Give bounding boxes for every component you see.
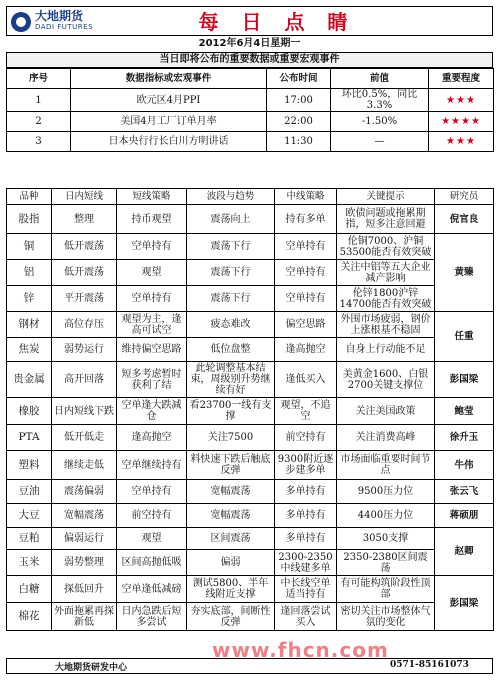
table-row: [7, 528, 494, 550]
event-time: 17:00: [267, 89, 331, 112]
col-header-product: 品种: [7, 189, 52, 205]
daily-report-page: [6, 6, 493, 674]
importance-stars: ★★★★: [429, 112, 494, 132]
short-strategy: 观望: [117, 260, 187, 286]
product-name: PTA: [7, 425, 52, 451]
strategy-table: [6, 188, 494, 631]
key-tip: 关注中铝等五大企业减产影响: [337, 260, 435, 286]
mid-strategy: 偏空思路: [275, 312, 337, 338]
table-row: [7, 504, 494, 528]
key-tip: 美黄金1600、白银2700关键支撑位: [337, 362, 435, 398]
table-row: [7, 451, 494, 480]
footer-phone: 0571-85161073: [390, 660, 469, 670]
col-header-trend: 波段与趋势: [187, 189, 275, 205]
analyst-name: 张云飞: [435, 480, 494, 504]
intraday-view: 高位存压: [52, 312, 117, 338]
event-prev: —: [331, 132, 429, 152]
product-name: 钢材: [7, 312, 52, 338]
short-strategy: 空单持有: [117, 234, 187, 260]
intraday-view: 低开震荡: [52, 234, 117, 260]
trend-view: 关注7500: [187, 425, 275, 451]
intraday-view: 日内短线下跌: [52, 398, 117, 425]
events-section-title: 当日即将公布的重要数据或重要宏观事件: [6, 52, 493, 68]
mid-strategy: 逢高抛空: [275, 338, 337, 362]
mid-strategy: 持有多单: [275, 205, 337, 234]
short-strategy: 观望为主，逢高可试空: [117, 312, 187, 338]
key-tip: 3050支撑: [337, 528, 435, 550]
event-name: 美国4月工厂订单月率: [71, 112, 267, 132]
trend-view: 震荡下行: [187, 234, 275, 260]
trend-view: 震荡向上: [187, 205, 275, 234]
key-tip: 9500压力位: [337, 480, 435, 504]
importance-stars: ★★★: [429, 89, 494, 112]
analyst-name: 任重: [435, 312, 494, 362]
short-strategy: 日内急跌后短多尝试: [117, 603, 187, 631]
analyst-name: 蒋硕朋: [435, 504, 494, 528]
event-prev: 环比0.5%，同比3.3%: [331, 89, 429, 112]
short-strategy: 逢高抛空: [117, 425, 187, 451]
analyst-name: 赵卿: [435, 528, 494, 576]
event-row: [7, 89, 494, 112]
strategy-header-row: [7, 189, 494, 205]
product-name: 白糖: [7, 576, 52, 603]
event-time: 22:00: [267, 112, 331, 132]
table-row: [7, 398, 494, 425]
product-name: 股指: [7, 205, 52, 234]
key-tip: 关注美国政策: [337, 398, 435, 425]
intraday-view: 宽幅震荡: [52, 504, 117, 528]
event-no: 1: [7, 89, 71, 112]
logo-name-cn: 大地期货: [35, 9, 84, 23]
event-no: 3: [7, 132, 71, 152]
report-header: [6, 6, 493, 36]
mid-strategy: 逢回落尝试买入: [275, 603, 337, 631]
key-tip: 伦铜7000、沪铜53500能否有效突破: [337, 234, 435, 260]
mid-strategy: 9300附近逐步建多单: [275, 451, 337, 480]
intraday-view: 外面拖累再探新低: [52, 603, 117, 631]
col-header-prev: 前值: [331, 69, 429, 89]
intraday-view: 低开震荡: [52, 260, 117, 286]
short-strategy: 维持偏空思路: [117, 338, 187, 362]
mid-strategy: 2300-2350中线建多单: [275, 550, 337, 576]
key-tip: 市场面临重要时间节点: [337, 451, 435, 480]
intraday-view: 弱势整理: [52, 550, 117, 576]
short-strategy: 观望: [117, 528, 187, 550]
intraday-view: 低开低走: [52, 425, 117, 451]
table-row: [7, 603, 494, 631]
product-name: 橡胶: [7, 398, 52, 425]
key-tip: 密切关注市场整体气氛的变化: [337, 603, 435, 631]
short-strategy: 区间高抛低吸: [117, 550, 187, 576]
company-logo: [11, 10, 131, 34]
key-tip: 4400压力位: [337, 504, 435, 528]
short-strategy: 前空持有: [117, 504, 187, 528]
trend-view: 偏弱: [187, 550, 275, 576]
report-footer: [6, 658, 493, 674]
analyst-name: 牛伟: [435, 451, 494, 480]
mid-strategy: 中长线空单适当持有: [275, 576, 337, 603]
col-header-analyst: 研究员: [435, 189, 494, 205]
analyst-name: 彭国梁: [435, 362, 494, 398]
analyst-name: 徐升玉: [435, 425, 494, 451]
trend-view: 震荡下行: [187, 286, 275, 312]
col-header-key-tip: 关键提示: [337, 189, 435, 205]
short-strategy: 空单逢大跌减仓: [117, 398, 187, 425]
col-header-no: 序号: [7, 69, 71, 89]
mid-strategy: 空单持有: [275, 234, 337, 260]
site-watermark: www.fhcn.com: [212, 638, 389, 662]
short-strategy: 短多考虑暂时获利了结: [117, 362, 187, 398]
trend-view: 低位盘整: [187, 338, 275, 362]
logo-name-en: DADI FUTURES: [35, 23, 94, 31]
key-tip: 伦锌1800沪锌14700能否有效突破: [337, 286, 435, 312]
trend-view: 疲态难改: [187, 312, 275, 338]
product-name: 大豆: [7, 504, 52, 528]
product-name: 塑料: [7, 451, 52, 480]
key-tip: 欧债问题或拖累期指，短多注意回避: [337, 205, 435, 234]
event-no: 2: [7, 112, 71, 132]
mid-strategy: 逢低买入: [275, 362, 337, 398]
key-tip: 有可能构筑阶段性顶部: [337, 576, 435, 603]
intraday-view: 平开震荡: [52, 286, 117, 312]
mid-strategy: 前空持有: [275, 425, 337, 451]
report-date: 2012年6月4日星期一: [198, 38, 301, 49]
event-row: [7, 132, 494, 152]
event-prev: -1.50%: [331, 112, 429, 132]
footer-research-center: 大地期货研发中心: [55, 663, 128, 673]
trend-view: 宽幅震荡: [187, 480, 275, 504]
trend-view: 看23700一线有支撑: [187, 398, 275, 425]
mid-strategy: 观望，不追空: [275, 398, 337, 425]
product-name: 铜: [7, 234, 52, 260]
product-name: 豆粕: [7, 528, 52, 550]
table-row: [7, 338, 494, 362]
mid-strategy: 多单持有: [275, 528, 337, 550]
table-row: [7, 480, 494, 504]
table-row: [7, 312, 494, 338]
table-row: [7, 286, 494, 312]
col-header-short-strategy: 短线策略: [117, 189, 187, 205]
event-row: [7, 112, 494, 132]
trend-view: 此轮调整基本结束，周级别升势继续有好: [187, 362, 275, 398]
short-strategy: 空单继续持有: [117, 451, 187, 480]
product-name: 贵金属: [7, 362, 52, 398]
trend-view: 夯实底部，间断性反弹: [187, 603, 275, 631]
table-row: [7, 362, 494, 398]
key-tip: 2350-2380区间震荡: [337, 550, 435, 576]
importance-stars: ★★★: [429, 132, 494, 152]
intraday-view: 整理: [52, 205, 117, 234]
key-tip: 关注消费高峰: [337, 425, 435, 451]
event-name: 日本央行行长白川方明讲话: [71, 132, 267, 152]
table-row: [7, 550, 494, 576]
product-name: 棉花: [7, 603, 52, 631]
col-header-mid-strategy: 中线策略: [275, 189, 337, 205]
short-strategy: 空单持有: [117, 286, 187, 312]
col-header-importance: 重要程度: [429, 69, 494, 89]
trend-view: 料快速下跌后触底反弹: [187, 451, 275, 480]
event-time: 11:30: [267, 132, 331, 152]
product-name: 锌: [7, 286, 52, 312]
table-row: [7, 425, 494, 451]
analyst-name: 黄臻: [435, 234, 494, 312]
intraday-view: 偏弱运行: [52, 528, 117, 550]
key-tip: 外围市场疲弱，钢价上涨根基不稳固: [337, 312, 435, 338]
intraday-view: 弱势运行: [52, 338, 117, 362]
event-name: 欧元区4月PPI: [71, 89, 267, 112]
logo-mark-icon: [11, 12, 31, 32]
product-name: 铝: [7, 260, 52, 286]
mid-strategy: 多单持有: [275, 504, 337, 528]
report-title: 每 日 点 睛: [198, 10, 356, 34]
table-row: [7, 234, 494, 260]
analyst-name: 彭国梁: [435, 576, 494, 631]
analyst-name: 鲍莹: [435, 398, 494, 425]
mid-strategy: 多单持有: [275, 480, 337, 504]
trend-view: 测试5800、半年线附近支撑: [187, 576, 275, 603]
table-row: [7, 205, 494, 234]
trend-view: 宽幅震荡: [187, 504, 275, 528]
trend-view: 区间震荡: [187, 528, 275, 550]
intraday-view: 高开回落: [52, 362, 117, 398]
intraday-view: 探低回升: [52, 576, 117, 603]
short-strategy: 持币观望: [117, 205, 187, 234]
mid-strategy: 空单持有: [275, 286, 337, 312]
events-table: [6, 68, 494, 152]
short-strategy: 空单持有: [117, 480, 187, 504]
short-strategy: 空单逢低减磅: [117, 576, 187, 603]
col-header-intraday: 日内短线: [52, 189, 117, 205]
product-name: 玉米: [7, 550, 52, 576]
product-name: 焦炭: [7, 338, 52, 362]
table-row: [7, 260, 494, 286]
table-row: [7, 576, 494, 603]
analyst-name: 倪官良: [435, 205, 494, 234]
col-header-time: 公布时间: [267, 69, 331, 89]
product-name: 豆油: [7, 480, 52, 504]
key-tip: 自身上行动能不足: [337, 338, 435, 362]
trend-view: 震荡下行: [187, 260, 275, 286]
col-header-event: 数据指标或宏观事件: [71, 69, 267, 89]
intraday-view: 继续走低: [52, 451, 117, 480]
mid-strategy: 空单持有: [275, 260, 337, 286]
intraday-view: 震荡偏弱: [52, 480, 117, 504]
events-header-row: [7, 69, 494, 89]
